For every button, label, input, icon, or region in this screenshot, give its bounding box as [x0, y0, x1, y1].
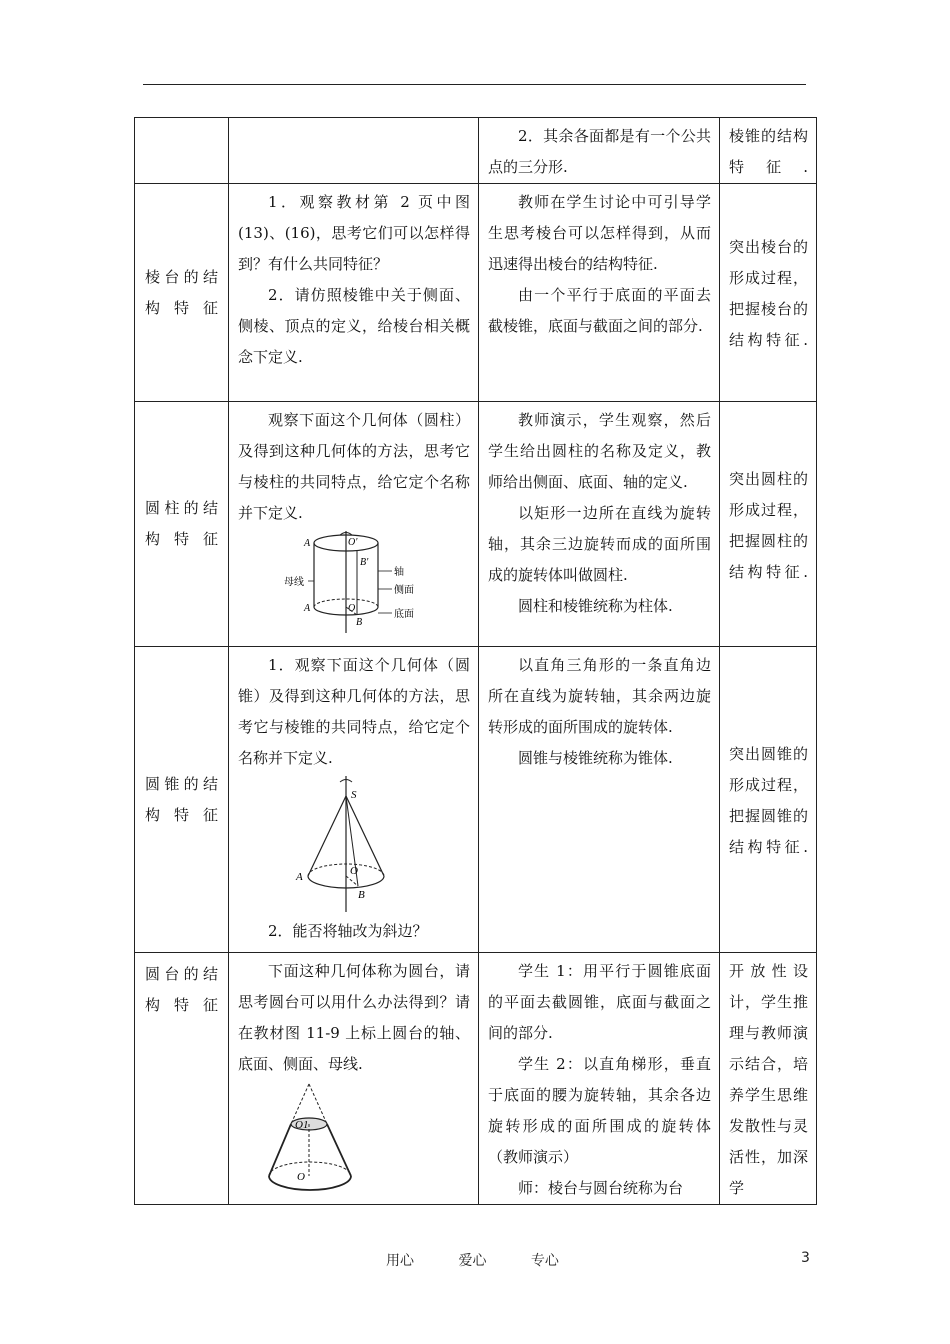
intent-text: 开放性设计，学生推理与教师演示结合，培养学生思维发散性与灵活性，加深学: [729, 962, 808, 1197]
guidance-text: 师：棱台与圆台统称为台: [518, 1179, 684, 1197]
intent-text: 突出圆柱的形成过程，把握圆柱的结构特征.: [729, 469, 808, 581]
activity-text: 1．观察下面这个几何体（圆锥）及得到这种几何体的方法，思考它与棱锥的共同特点，给它定个名称并下定义.: [238, 656, 470, 767]
footer-word: 用心: [386, 1253, 414, 1269]
intent-text: 突出棱台的形成过程，把握棱台的结构特征.: [729, 238, 808, 349]
footer-word: 专心: [530, 1253, 559, 1269]
fig-label-o1: O': [347, 537, 357, 548]
topic-label: 棱台的结构特征: [145, 267, 218, 317]
activity-cell: [229, 402, 479, 647]
topic-label: 圆柱的结构特征: [145, 499, 218, 548]
frustum-figure: [265, 1080, 395, 1200]
fig-label-a: A: [303, 538, 310, 549]
activity-cell: [229, 953, 479, 1205]
activity-cell: [229, 184, 479, 402]
intent-text: 棱锥的结构特征.: [729, 127, 808, 176]
activity-text: 下面这种几何体称为圆台，请思考圆台可以用什么办法得到？请在教材图 11-9 上标上圆台的轴、底面、侧面、母线.: [238, 962, 470, 1073]
activity-text: 2．能否将轴改为斜边？: [268, 922, 428, 940]
topic-label: 圆锥的结构特征: [145, 774, 218, 824]
topic-cell: [135, 184, 229, 402]
guidance-cell: [479, 118, 720, 184]
fig-label-generatrix: 母线: [283, 577, 304, 588]
intent-text: 突出圆锥的形成过程，把握圆锥的结构特征.: [729, 745, 808, 856]
table-row: [135, 953, 817, 1205]
guidance-text: 圆柱和棱锥统称为柱体.: [518, 597, 673, 615]
topic-cell: [135, 647, 229, 953]
table-row: [135, 184, 817, 402]
guidance-text: 2．其余各面都是有一个公共点的三分形.: [488, 127, 711, 176]
fig-label-axis: 轴: [393, 567, 404, 578]
footer-words: [386, 1250, 599, 1270]
activity-cell: [229, 118, 479, 184]
topic-cell: [135, 118, 229, 184]
topic-label: 圆台的结构特征: [145, 965, 218, 1014]
cylinder-figure: [284, 529, 424, 641]
fig-label-base: 底面: [393, 609, 414, 620]
fig-label-b: B: [355, 617, 362, 628]
cone-figure: [294, 774, 414, 916]
fig-label-o: O: [349, 865, 358, 877]
guidance-text: 圆锥与棱锥统称为锥体.: [518, 749, 673, 767]
fig-label-o: O: [297, 1171, 305, 1183]
activity-text: 观察下面这个几何体（圆柱）及得到这种几何体的方法，思考它与棱柱的共同特点，给它定个名称并下定义.: [238, 411, 470, 522]
fig-label-a2: A: [303, 603, 310, 614]
activity-text: 2．请仿照棱锥中关于侧面、侧棱、顶点的定义，给棱台相关概念下定义.: [238, 286, 470, 366]
table-row: [135, 118, 817, 184]
guidance-cell: [479, 953, 720, 1205]
lesson-table: [134, 117, 817, 1205]
guidance-cell: [479, 647, 720, 953]
intent-cell: [720, 184, 817, 402]
fig-label-lateral: 侧面: [393, 585, 414, 596]
fig-label-b1: B': [359, 557, 368, 568]
header-rule: [143, 84, 806, 85]
footer-word: 爱心: [458, 1253, 487, 1269]
fig-label-b: B: [357, 889, 365, 901]
activity-cell: [229, 647, 479, 953]
activity-text: 1．观察教材第 2 页中图(13)、(16)，思考它们可以怎样得到？有什么共同特征？: [238, 193, 470, 273]
intent-cell: [720, 953, 817, 1205]
intent-cell: [720, 647, 817, 953]
topic-cell: [135, 402, 229, 647]
guidance-text: 由一个平行于底面的平面去截棱锥，底面与截面之间的部分.: [488, 286, 711, 335]
guidance-cell: [479, 402, 720, 647]
guidance-text: 教师在学生讨论中可引导学生思考棱台可以怎样得到，从而迅速得出棱台的结构特征.: [488, 193, 711, 273]
fig-label-o: O: [347, 603, 355, 614]
fig-label-o1: O1: [295, 1119, 309, 1131]
table-row: [135, 402, 817, 647]
guidance-cell: [479, 184, 720, 402]
topic-cell: [135, 953, 229, 1205]
intent-cell: [720, 118, 817, 184]
fig-label-s: S: [350, 789, 356, 801]
guidance-text: 学生 2：以直角梯形，垂直于底面的腰为旋转轴，其余各边旋转形成的面所围成的旋转体（教师演示）: [488, 1055, 711, 1166]
guidance-text: 以矩形一边所在直线为旋转轴，其余三边旋转而成的面所围成的旋转体叫做圆柱.: [488, 504, 711, 584]
guidance-text: 以直角三角形的一条直角边所在直线为旋转轴，其余两边旋转形成的面所围成的旋转体.: [488, 656, 711, 736]
page-number: 3: [801, 1250, 810, 1266]
guidance-text: 学生 1：用平行于圆锥底面的平面去截圆锥，底面与截面之间的部分.: [488, 962, 711, 1042]
fig-label-a: A: [295, 871, 303, 883]
table-row: [135, 647, 817, 953]
intent-cell: [720, 402, 817, 647]
guidance-text: 教师演示，学生观察，然后学生给出圆柱的名称及定义，教师给出侧面、底面、轴的定义.: [488, 411, 711, 491]
